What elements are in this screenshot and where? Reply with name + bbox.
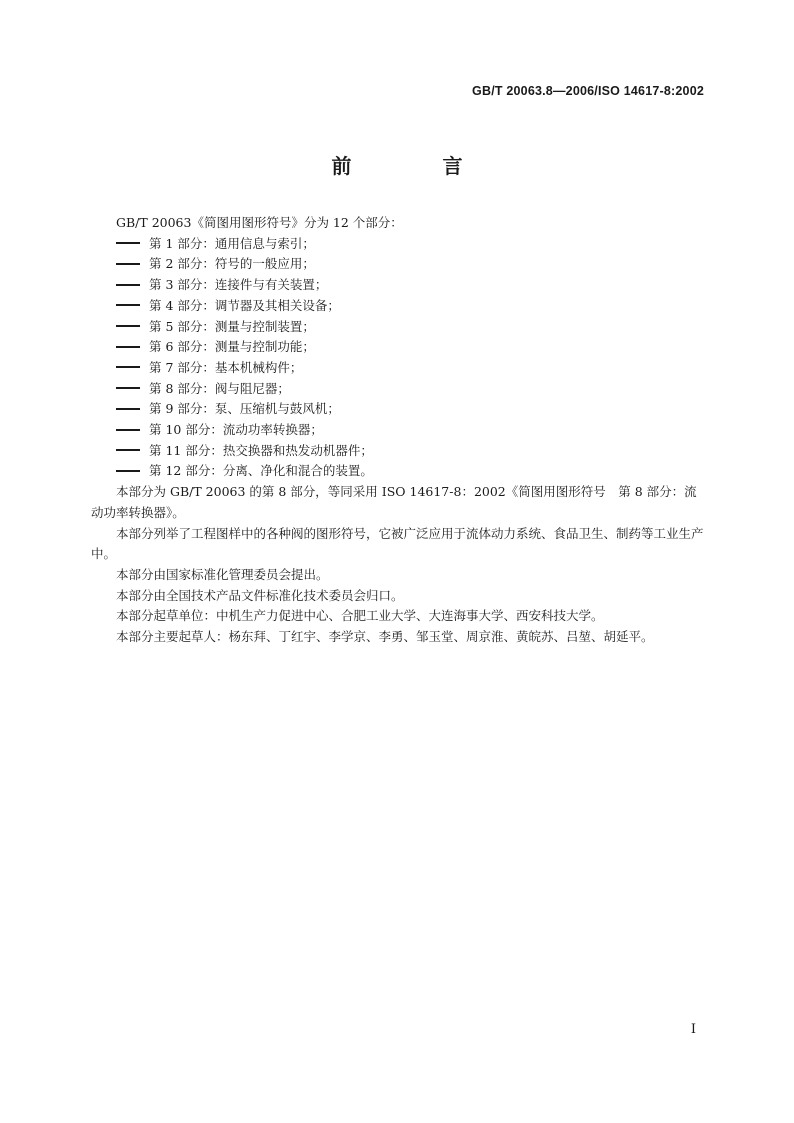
body-paragraph: 本部分列举了工程图样中的各种阀的图形符号，它被广泛应用于流体动力系统、食品卫生、制药等工业生产中。 <box>91 525 704 562</box>
dash-mark <box>116 284 140 286</box>
part-list-item: 第 1 部分：通用信息与索引； <box>116 234 705 255</box>
dash-mark <box>116 325 140 327</box>
dash-mark <box>116 408 140 410</box>
part-list-item: 第 8 部分：阀与阻尼器； <box>116 379 705 400</box>
body-paragraph: 本部分为 GB/T 20063 的第 8 部分，等同采用 ISO 14617-8：2002《简图用图形符号 第 8 部分：流动功率转换器》。 <box>91 484 697 520</box>
page-title: 前 言 <box>331 154 505 178</box>
body-paragraph: 本部分主要起草人：杨东拜、丁红宇、李学京、李勇、邹玉堂、周京淮、黄皖苏、吕堃、胡延平。 <box>116 629 654 645</box>
body-paragraph: 本部分由全国技术产品文件标准化技术委员会归口。 <box>116 587 404 603</box>
part-list-item: 第 6 部分：测量与控制功能； <box>116 337 705 358</box>
part-list-item: 第 11 部分：热交换器和热发动机器件； <box>116 441 705 462</box>
part-list-item: 第 2 部分：符号的一般应用； <box>116 254 705 275</box>
standard-code-header: GB/T 20063.8—2006/ISO 14617-8:2002 <box>472 84 704 98</box>
part-list-item: 第 5 部分：测量与控制装置； <box>116 317 705 338</box>
intro-paragraph: GB/T 20063《简图用图形符号》分为 12 个部分： <box>116 215 403 230</box>
dash-mark <box>116 387 140 389</box>
dash-mark <box>116 470 140 472</box>
parts-list <box>91 234 705 482</box>
dash-mark <box>116 429 140 431</box>
part-list-item: 第 10 部分：流动功率转换器； <box>116 420 705 441</box>
part-list-item: 第 3 部分：连接件与有关装置； <box>116 275 705 296</box>
dash-mark <box>116 366 140 368</box>
part-list-item: 第 12 部分：分离、净化和混合的装置。 <box>116 461 705 482</box>
dash-mark <box>116 304 140 306</box>
body-paragraph: 本部分起草单位：中机生产力促进中心、合肥工业大学、大连海事大学、西安科技大学。 <box>116 608 604 624</box>
dash-mark <box>116 449 140 451</box>
body-paragraph: 本部分由国家标准化管理委员会提出。 <box>116 566 329 582</box>
part-list-item: 第 7 部分：基本机械构件； <box>116 358 705 379</box>
dash-mark <box>116 263 140 265</box>
part-list-item: 第 9 部分：泵、压缩机与鼓风机； <box>116 399 705 420</box>
page-number: I <box>690 1022 696 1037</box>
part-list-item: 第 4 部分：调节器及其相关设备； <box>116 296 705 317</box>
foreword-body <box>91 213 705 648</box>
dash-mark <box>116 346 140 348</box>
dash-mark <box>116 242 140 244</box>
